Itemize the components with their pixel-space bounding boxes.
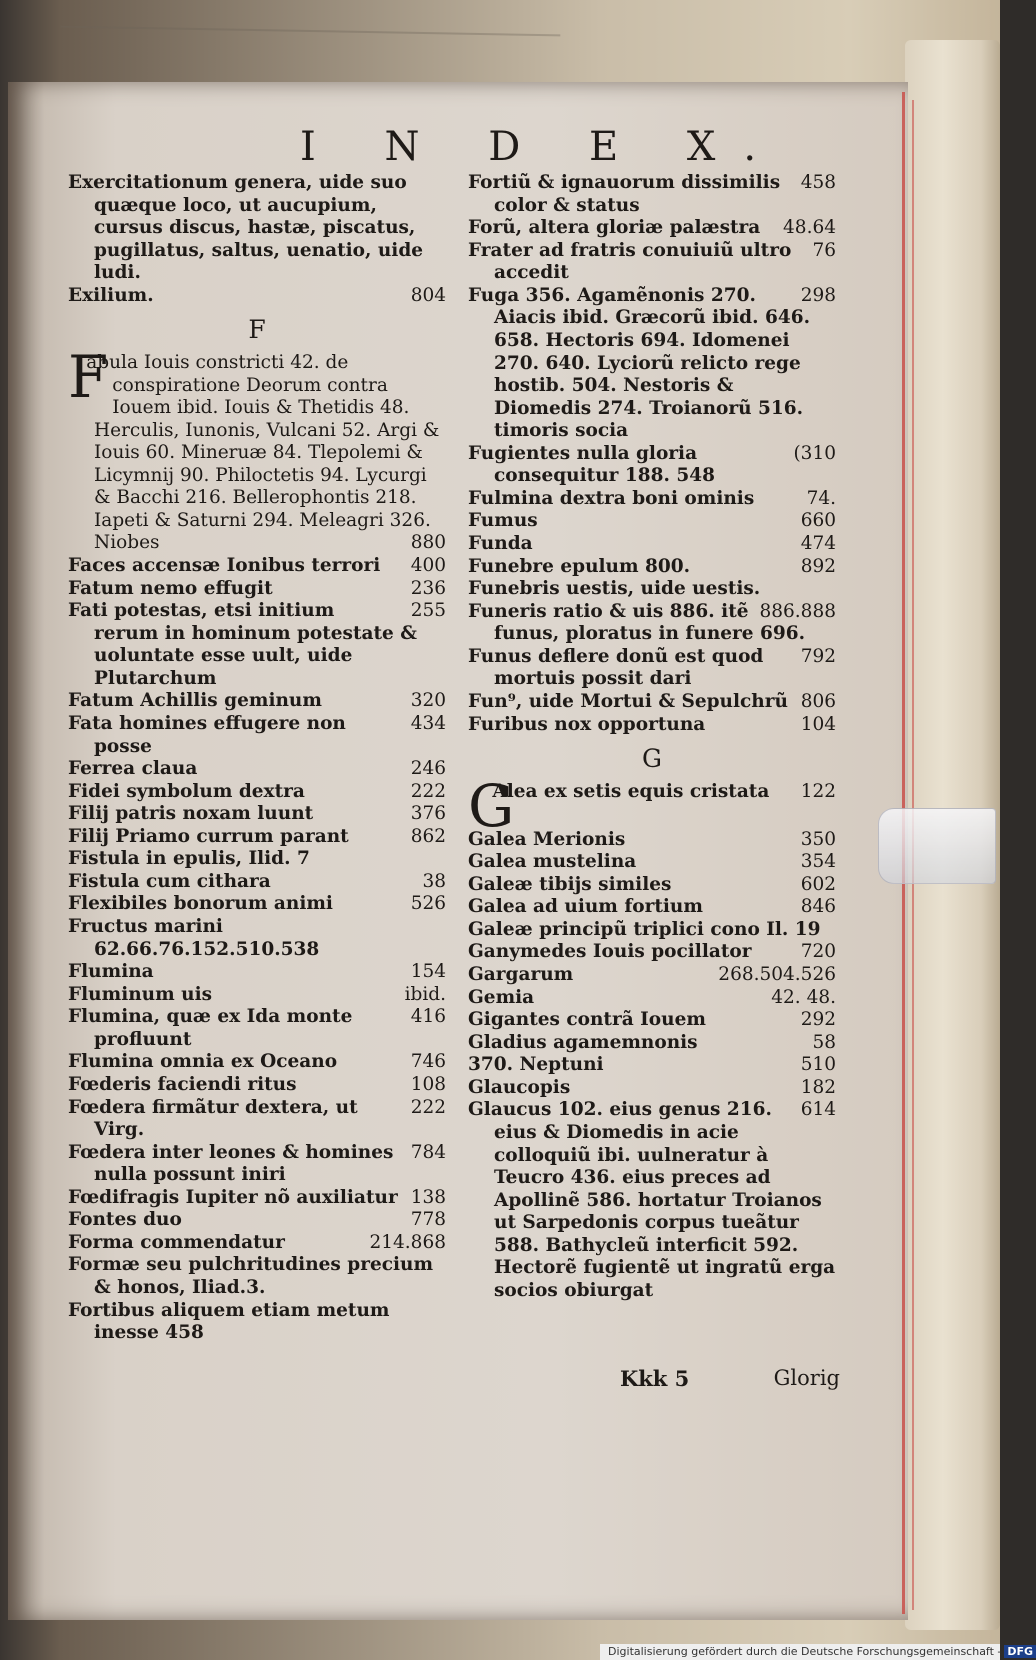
entry-term: Galea mustelina xyxy=(468,851,637,873)
entry-page: 778 xyxy=(410,1209,446,1231)
entry-term: Flumina xyxy=(68,961,154,983)
index-entry xyxy=(68,600,446,690)
entry-page: 38 xyxy=(422,870,446,892)
catchword-line xyxy=(620,1366,840,1391)
entry-term: Fructus marini 62.66.76.152.510.538 xyxy=(68,916,320,960)
entry-term: Fumus xyxy=(468,510,538,532)
drop-cap-f: F xyxy=(68,342,109,411)
entry-page: 400 xyxy=(410,555,446,576)
entry-term: Fistula in epulis, Ilid. 7 xyxy=(68,848,310,870)
entry-page: 74. xyxy=(806,487,836,509)
entry-page: 880 xyxy=(410,532,446,554)
footer-credit-bar xyxy=(600,1644,1034,1660)
index-entry xyxy=(468,1054,836,1077)
index-entry xyxy=(468,510,836,533)
signature-mark: Kkk 5 xyxy=(620,1366,690,1391)
index-entry xyxy=(468,240,836,285)
entry-term: Funus deflere donũ est quod mortuis possit dari xyxy=(468,645,764,690)
index-entry xyxy=(68,1142,446,1187)
entry-term: Fœdera inter leones & homines nulla possunt iniri xyxy=(68,1141,394,1186)
entry-page: 350 xyxy=(800,828,836,850)
entry-page: 474 xyxy=(800,533,836,554)
entry-term: Fata homines effugere non posse xyxy=(68,712,346,757)
index-entry xyxy=(468,896,836,919)
entry-term: Glaucus 102. eius genus 216. eius & Diomedis in acie colloquiũ ibi. uulneratur à Teucro 436. eius preces ad Apollinẽ 586. hortatur Troianos ut Sarpedonis corpus tueãtur 588. Bathycleũ interficit 592. Hectorẽ fugientẽ ut ingratũ erga socios obiurgat xyxy=(468,1099,836,1301)
entry-term: Funeris ratio & uis 886. itẽ funus, ploratus in funere 696. xyxy=(468,600,806,645)
entry-term: Galeæ principũ triplici cono Il. 19 xyxy=(468,918,821,940)
entry-term: Fontes duo xyxy=(68,1209,182,1231)
index-entry xyxy=(468,851,836,874)
entry-page: 660 xyxy=(800,510,836,532)
entry-page: 222 xyxy=(410,780,446,802)
entry-page: 214.868 xyxy=(369,1231,446,1253)
index-entry xyxy=(68,1209,446,1232)
entry-term: Flumina omnia ex Oceano xyxy=(68,1051,338,1073)
entry-page: 108 xyxy=(410,1073,446,1095)
entry-page: 614 xyxy=(800,1099,836,1121)
first-f-entry xyxy=(68,342,446,555)
index-entry xyxy=(468,919,836,942)
left-entries xyxy=(68,555,446,1345)
entry-page: 255 xyxy=(410,600,446,622)
catchword: Glorig xyxy=(773,1366,840,1390)
entry-page: 222 xyxy=(410,1096,446,1118)
index-entry xyxy=(468,1009,836,1032)
entry-term: Galea ad uium fortium xyxy=(468,896,703,918)
index-entry xyxy=(68,1006,446,1051)
entry-page: 602 xyxy=(800,873,836,895)
entry-page: 886.888 xyxy=(759,600,836,622)
entry-page: 416 xyxy=(410,1006,446,1028)
index-entry xyxy=(68,1254,446,1299)
entry-page: 182 xyxy=(800,1076,836,1098)
entry-term: Fœderis faciendi ritus xyxy=(68,1073,297,1095)
index-entry xyxy=(68,690,446,713)
entry-term: Filij Priamo currum parant xyxy=(68,825,349,847)
index-entry xyxy=(68,1300,446,1345)
index-entry xyxy=(468,217,836,240)
entry-term: Exercitationum genera, uide suo quæque loco, ut aucupium, cursus discus, hastæ, piscatus, pugillatus, saltus, uenatio, uide ludi. xyxy=(68,172,424,284)
right-column xyxy=(468,172,836,1302)
right-entries xyxy=(468,172,836,736)
drop-cap-g: G xyxy=(468,771,515,840)
entry-term: Faces accensæ Ionibus terrori xyxy=(68,555,381,576)
index-entry xyxy=(468,172,836,217)
section-letter-f: F xyxy=(248,315,266,345)
entry-term: Fidei symbolum dextra xyxy=(68,780,305,802)
entry-term: Filij patris noxam luunt xyxy=(68,803,314,825)
entry-page: 236 xyxy=(410,577,446,599)
index-entry xyxy=(468,964,836,987)
entry-page: 804 xyxy=(410,284,446,306)
entry-term: Flexibiles bonorum animi xyxy=(68,893,333,915)
entry-page: 42. 48. xyxy=(771,986,836,1008)
index-entry xyxy=(68,1232,446,1255)
entry-page: 510 xyxy=(800,1054,836,1076)
left-top-entries xyxy=(68,172,446,307)
entry-term: Gigantes contrã Iouem xyxy=(468,1009,706,1031)
entry-page: 784 xyxy=(410,1141,446,1163)
entry-page: 58 xyxy=(812,1031,836,1053)
entry-term: Gargarum xyxy=(468,964,574,985)
entry-term: Funda xyxy=(468,533,533,554)
entry-page: 122 xyxy=(800,780,836,802)
index-entry xyxy=(68,803,446,826)
entry-page: 892 xyxy=(800,555,836,577)
entry-page: 792 xyxy=(800,645,836,667)
entry-page: 746 xyxy=(410,1051,446,1073)
entry-term: Fuga 356. Agamẽnonis 270. Aiacis ibid. Græcorũ ibid. 646. 658. Hectoris 694. Idomenei 270. 640. Lyciorũ relicto rege hostib. 504. Nestoris & Diomedis 274. Troianorũ 516. timoris socia xyxy=(468,284,811,442)
entry-term: Gemia xyxy=(468,986,535,1008)
entry-term: Furibus nox opportuna xyxy=(468,713,706,735)
index-entry xyxy=(68,961,446,984)
index-entry xyxy=(68,1051,446,1074)
entry-term: Exilium. xyxy=(68,284,154,306)
index-entry xyxy=(468,443,836,488)
entry-term: Funebre epulum 800. xyxy=(468,555,691,577)
index-entry xyxy=(468,488,836,511)
index-entry xyxy=(468,578,836,601)
index-entry xyxy=(68,848,446,871)
index-entry xyxy=(468,1099,836,1302)
entry-term: Alea ex setis equis cristata xyxy=(492,780,770,802)
entry-page: (310 xyxy=(793,442,836,464)
entry-term: abula Iouis constricti 42. de conspiratione Deorum contra Iouem ibid. Iouis & Thetidis 48. Herculis, Iunonis, Vulcani 52. Argi & Iouis 60. Mineruæ 84. Tlepolemi & Licymnij 90. Philoctetis 94. Lycurgi & Bacchi 216. Bellerophontis 218. Iapeti & Saturni 294. Meleagri 326. Niobes xyxy=(86,351,440,554)
index-entry xyxy=(68,984,446,1007)
entry-term: Galeæ tibijs similes xyxy=(468,873,672,895)
index-entry xyxy=(68,826,446,849)
index-heading: I N D E X. xyxy=(300,124,785,170)
footer-credit: Digitalisierung gefördert durch die Deutsche Forschungsgemeinschaft - xyxy=(608,1645,1002,1658)
index-entry xyxy=(68,713,446,758)
right-g-entries xyxy=(468,829,836,1303)
entry-term: Fortiũ & ignauorum dissimilis color & status xyxy=(468,172,781,216)
index-entry xyxy=(468,646,836,691)
index-entry xyxy=(68,758,446,781)
index-entry xyxy=(468,1032,836,1055)
index-entry xyxy=(68,285,446,308)
entry-page: ibid. xyxy=(404,983,446,1005)
entry-term: Flumina, quæ ex Ida monte profluunt xyxy=(68,1006,353,1050)
entry-term: Funebris uestis, uide uestis. xyxy=(468,578,761,600)
dfg-logo: DFG xyxy=(1004,1645,1036,1658)
section-letter-g: G xyxy=(642,744,662,774)
entry-page: 76 xyxy=(812,239,836,261)
index-entry xyxy=(468,714,836,737)
entry-page: 154 xyxy=(410,961,446,983)
entry-term: Ganymedes Iouis pocillator xyxy=(468,941,752,963)
page-stain xyxy=(60,26,561,77)
left-column xyxy=(68,172,446,1345)
index-entry xyxy=(468,285,836,443)
entry-term: Glaucopis xyxy=(468,1076,571,1098)
entry-term: Fœdifragis Iupiter nõ auxiliatur xyxy=(68,1186,398,1208)
entry-page: 104 xyxy=(800,713,836,735)
index-entry xyxy=(468,1077,836,1100)
index-entry xyxy=(68,916,446,961)
index-entry xyxy=(68,781,446,804)
entry-page: 458 xyxy=(800,172,836,193)
entry-page: 526 xyxy=(410,893,446,915)
entry-term: Fun⁹, uide Mortui & Sepulchrũ xyxy=(468,690,788,712)
index-entry xyxy=(68,1074,446,1097)
entry-term: Fatum Achillis geminum xyxy=(68,690,322,712)
entry-term: Galea Merionis xyxy=(468,828,626,850)
index-entry xyxy=(68,172,446,285)
entry-term: Frater ad fratris conuiuiũ ultro accedit xyxy=(468,239,792,284)
entry-page: 48.64 xyxy=(783,217,836,239)
index-entry xyxy=(68,1187,446,1210)
entry-page: 806 xyxy=(800,690,836,712)
index-entry xyxy=(468,556,836,579)
entry-page: 292 xyxy=(800,1009,836,1031)
entry-term: Ferrea claua xyxy=(68,758,198,780)
entry-term: Fœdera firmãtur dextera, ut Virg. xyxy=(68,1096,358,1141)
index-entry xyxy=(468,874,836,897)
entry-term: Fatum nemo effugit xyxy=(68,577,273,599)
entry-term: Fistula cum cithara xyxy=(68,870,271,892)
entry-term: Forũ, altera gloriæ palæstra xyxy=(468,217,761,239)
index-entry xyxy=(468,601,836,646)
entry-page: 862 xyxy=(410,825,446,847)
entry-page: 268.504.526 xyxy=(718,964,836,985)
entry-page: 376 xyxy=(410,803,446,825)
entry-page: 354 xyxy=(800,851,836,873)
entry-page: 138 xyxy=(410,1186,446,1208)
page-clip xyxy=(878,808,996,884)
index-entry xyxy=(68,578,446,601)
index-entry xyxy=(468,829,836,852)
entry-term: 370. Neptuni xyxy=(468,1054,604,1076)
entry-page: 246 xyxy=(410,758,446,780)
entry-page: 298 xyxy=(800,284,836,306)
entry-term: Formæ seu pulchritudines precium & honos, Iliad.3. xyxy=(68,1254,434,1298)
index-entry xyxy=(68,555,446,578)
index-entry xyxy=(68,871,446,894)
index-entry xyxy=(68,1097,446,1142)
entry-term: Fluminum uis xyxy=(68,983,213,1005)
index-entry xyxy=(468,533,836,556)
entry-page: 434 xyxy=(410,712,446,734)
entry-page: 320 xyxy=(410,690,446,712)
entry-term: Gladius agamemnonis xyxy=(468,1031,698,1053)
entry-page: 720 xyxy=(800,941,836,963)
entry-term: Fortibus aliquem etiam metum inesse 458 xyxy=(68,1299,390,1344)
index-entry xyxy=(468,941,836,964)
entry-term: Fugientes nulla gloria consequitur 188. 548 xyxy=(468,442,715,487)
entry-term: Fati potestas, etsi initium rerum in hominum potestate & uoluntate esse uult, uide Plutarchum xyxy=(68,600,417,689)
index-entry xyxy=(468,987,836,1010)
index-entry xyxy=(468,691,836,714)
index-entry xyxy=(68,893,446,916)
entry-page: 846 xyxy=(800,896,836,918)
entry-term: Fulmina dextra boni ominis xyxy=(468,487,755,509)
entry-term: Forma commendatur xyxy=(68,1231,285,1253)
